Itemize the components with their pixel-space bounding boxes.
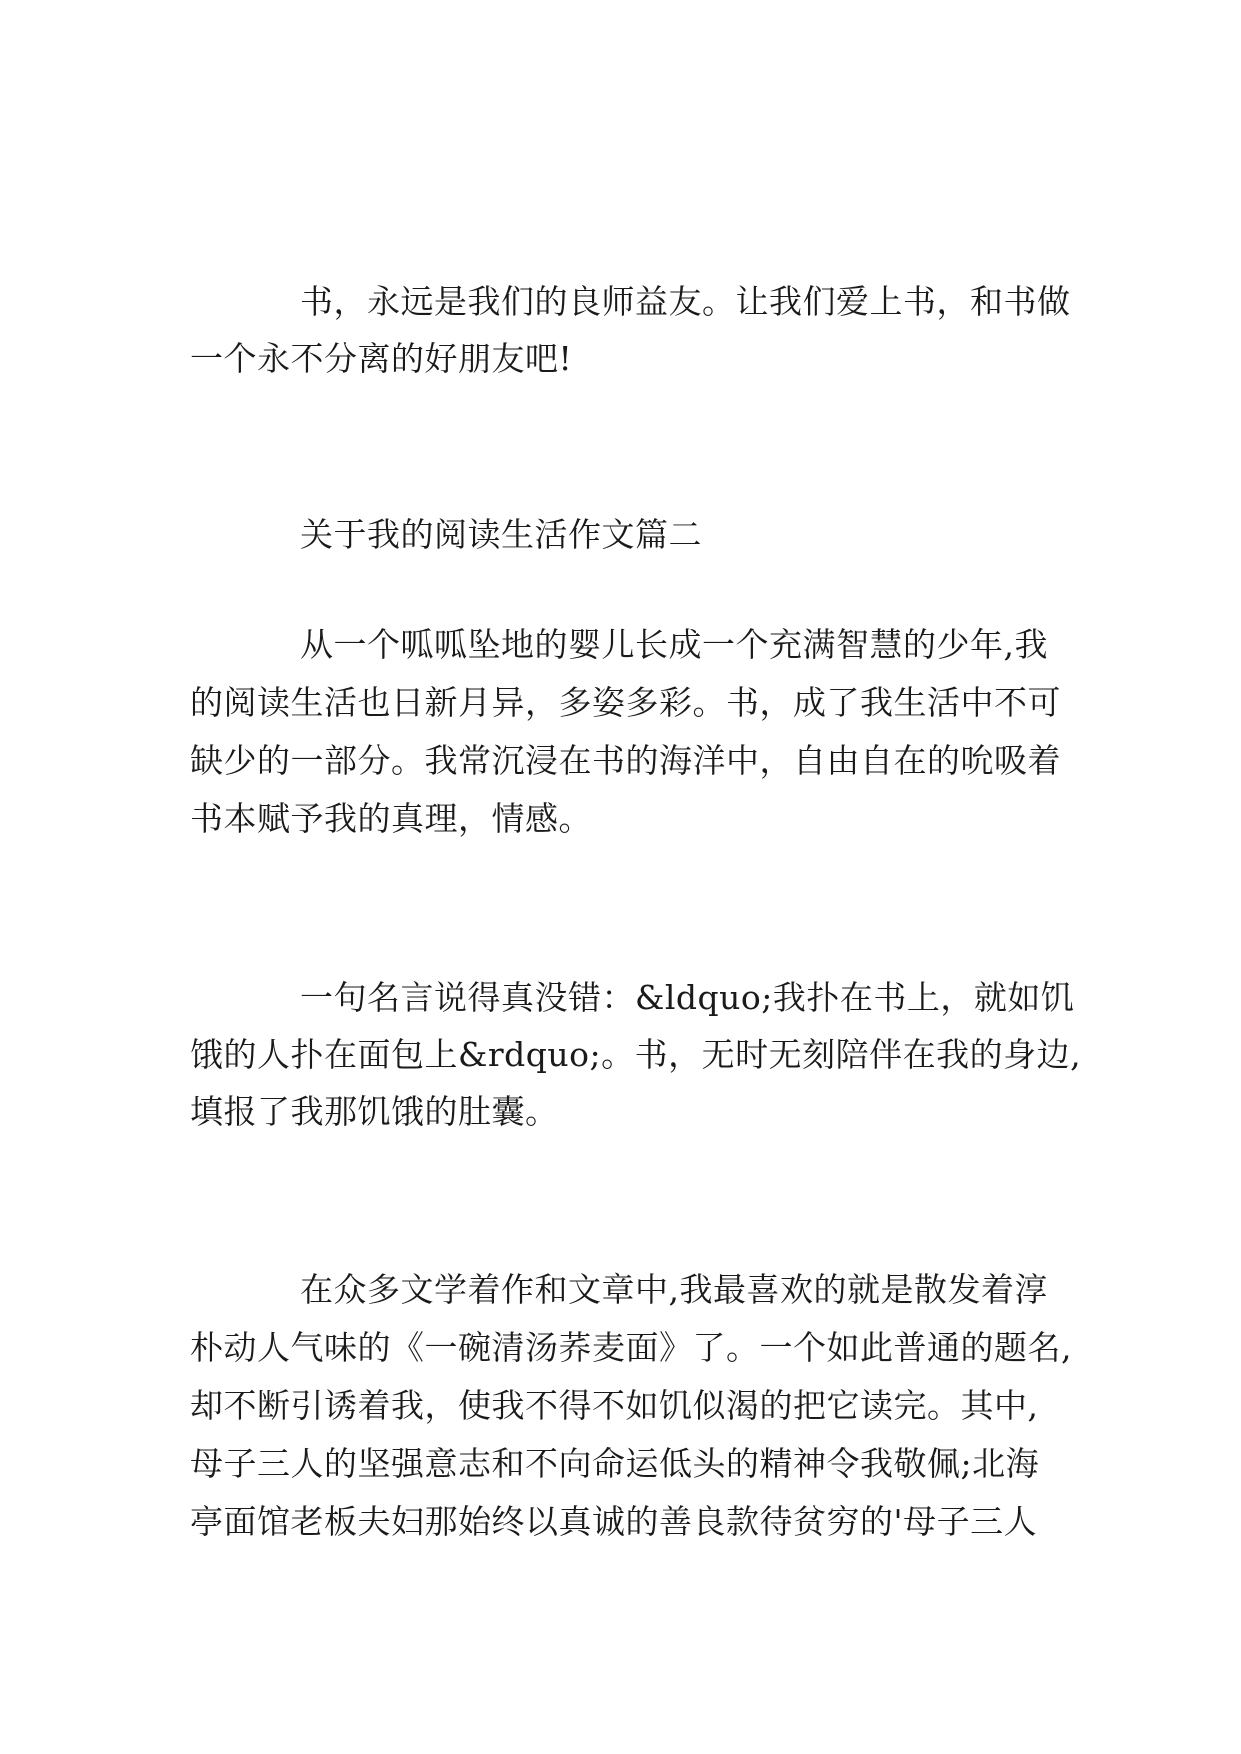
paragraph-line: 亭面馆老板夫妇那始终以真诚的善良款待贫穷的'母子三人	[190, 1502, 1038, 1541]
paragraph-line: 缺少的一部分。我常沉浸在书的海洋中，自由自在的吮吸着	[190, 741, 1061, 780]
paragraph-line: 从一个呱呱坠地的婴儿长成一个充满智慧的少年,我	[300, 625, 1048, 664]
paragraph-line: 却不断引诱着我，使我不得不如饥似渴的把它读完。其中,	[190, 1386, 1039, 1425]
paragraph-line: 一个永不分离的好朋友吧!	[190, 339, 573, 378]
paragraph-line: 饿的人扑在面包上&rdquo;。书，无时无刻陪伴在我的身边,	[190, 1035, 1082, 1074]
paragraph-line: 的阅读生活也日新月异，多姿多彩。书，成了我生活中不可	[190, 683, 1061, 722]
paragraph-line: 朴动人气味的《一碗清汤荞麦面》了。一个如此普通的题名,	[190, 1328, 1072, 1367]
paragraph-line: 书，永远是我们的良师益友。让我们爱上书，和书做	[300, 282, 1071, 321]
paragraph-line: 填报了我那饥饿的肚囊。	[190, 1092, 559, 1131]
paragraph-line: 一句名言说得真没错：&ldquo;我扑在书上，就如饥	[300, 978, 1075, 1017]
section-heading: 关于我的阅读生活作文篇二	[300, 515, 702, 554]
paragraph-line: 在众多文学着作和文章中,我最喜欢的就是散发着淳	[300, 1270, 1048, 1309]
paragraph-line: 书本赋予我的真理，情感。	[190, 799, 592, 838]
paragraph-line: 母子三人的坚强意志和不向命运低头的精神令我敬佩;北海	[190, 1444, 1040, 1483]
